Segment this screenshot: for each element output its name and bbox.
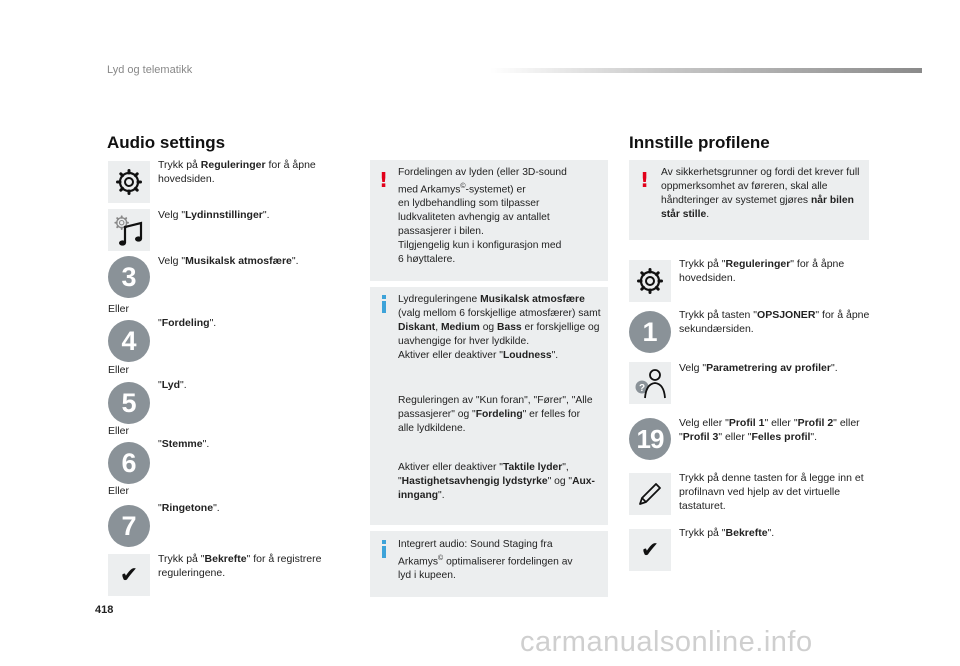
- profiles-button[interactable]: [629, 362, 671, 404]
- warning-text: Av sikkerhetsgrunner og fordi det krever full oppmerksomhet av føreren, skal alle håndteringer av systemet gjøres når bilen står stille.: [661, 167, 860, 220]
- edit-name-button[interactable]: [629, 473, 671, 515]
- gear-music-icon: [112, 213, 146, 247]
- watermark: carmanualsonline.info: [520, 626, 813, 658]
- settings-button[interactable]: [108, 161, 150, 203]
- step-text: "Lyd".: [158, 379, 187, 391]
- step-text: Velg "Parametrering av profiler".: [679, 362, 838, 374]
- step-text: Trykk på Reguleringer for å åpne hovedsiden.: [158, 159, 316, 185]
- profile-icon: [631, 364, 669, 402]
- warning-panel-3d-sound: [370, 160, 608, 281]
- step-text: Velg eller "Profil 1" eller "Profil 2" eller "Profil 3" eller "Felles profil".: [679, 417, 860, 443]
- page-number: 418: [95, 604, 114, 616]
- check-icon: ✔: [119, 562, 139, 588]
- info-panel-integrated-audio: [370, 531, 608, 597]
- info-icon: [382, 295, 386, 313]
- header-rule: [490, 68, 922, 73]
- step-text: Trykk på "Bekrefte" for å registrere reguleringene.: [158, 553, 322, 579]
- gear-icon: [636, 267, 664, 295]
- step-number-6: 6: [108, 442, 150, 484]
- step-text: "Ringetone".: [158, 502, 220, 514]
- eller-label: Eller: [108, 425, 130, 437]
- section-header: Lyd og telematikk: [107, 64, 193, 76]
- step-text: Velg "Lydinnstillinger".: [158, 209, 270, 221]
- step-text: Trykk på denne tasten for å legge inn et profilnavn ved hjelp av det virtuelle tastaturet.: [679, 472, 864, 512]
- warning-icon: !: [379, 168, 389, 192]
- step-text: Trykk på "Bekrefte".: [679, 527, 775, 539]
- step-number-19: 19: [629, 418, 671, 460]
- step-text: "Stemme".: [158, 438, 210, 450]
- info-text: Lydreguleringene Musikalsk atmosfære (valg mellom 6 forskjellige atmosfærer) samt Diskant, Medium og Bass er forskjellige og uavhengige for hver lydkilde. Aktiver eller deaktiver "Loudness".: [398, 294, 601, 361]
- info-icon: [382, 540, 386, 558]
- audio-settings-title: Audio settings: [107, 133, 226, 152]
- profiles-title: Innstille profilene: [629, 133, 770, 152]
- svg-text:?: ?: [638, 383, 646, 394]
- step-number-5: 5: [108, 382, 150, 424]
- warning-panel-safety: [629, 160, 869, 240]
- confirm-button[interactable]: [629, 529, 671, 571]
- step-number-1: 1: [629, 311, 671, 353]
- warning-icon: !: [640, 168, 650, 192]
- eller-label: Eller: [108, 364, 130, 376]
- pencil-icon: [635, 479, 665, 509]
- info-text: Integrert audio: Sound Staging fra Arkamys© optimaliserer fordelingen av lyd i kupeen.: [398, 539, 573, 582]
- step-text: Trykk på tasten "OPSJONER" for å åpne sekundærsiden.: [679, 309, 870, 335]
- audio-settings-button[interactable]: [108, 209, 150, 251]
- step-text: Trykk på "Reguleringer" for å åpne hovedsiden.: [679, 258, 845, 284]
- step-number-4: 4: [108, 320, 150, 362]
- step-number-7: 7: [108, 505, 150, 547]
- info-panel-sound-settings: [370, 287, 608, 525]
- info-text-toggles: Aktiver eller deaktiver "Taktile lyder", "Hastighetsavhengig lydstyrke" og "Aux-inngang".: [398, 462, 595, 501]
- eller-label: Eller: [108, 485, 130, 497]
- warning-text: Fordelingen av lyden (eller 3D-sound med Arkamys©-systemet) er en lydbehandling som tilpasser ludkvaliteten avhengig av antallet passasjerer i bilen. Tilgjengelig kun i konfigurasjon med 6 høyttalere.: [398, 167, 567, 266]
- step-text: Velg "Musikalsk atmosfære".: [158, 255, 299, 267]
- eller-label: Eller: [108, 303, 130, 315]
- step-text: "Fordeling".: [158, 317, 217, 329]
- check-icon: ✔: [640, 537, 660, 563]
- gear-icon: [115, 168, 143, 196]
- step-number-3: 3: [108, 256, 150, 298]
- settings-button[interactable]: [629, 260, 671, 302]
- info-text-distribution: Reguleringen av "Kun foran", "Fører", "Alle passasjerer" og "Fordeling" er felles for alle lydkildene.: [398, 395, 593, 434]
- confirm-button[interactable]: [108, 554, 150, 596]
